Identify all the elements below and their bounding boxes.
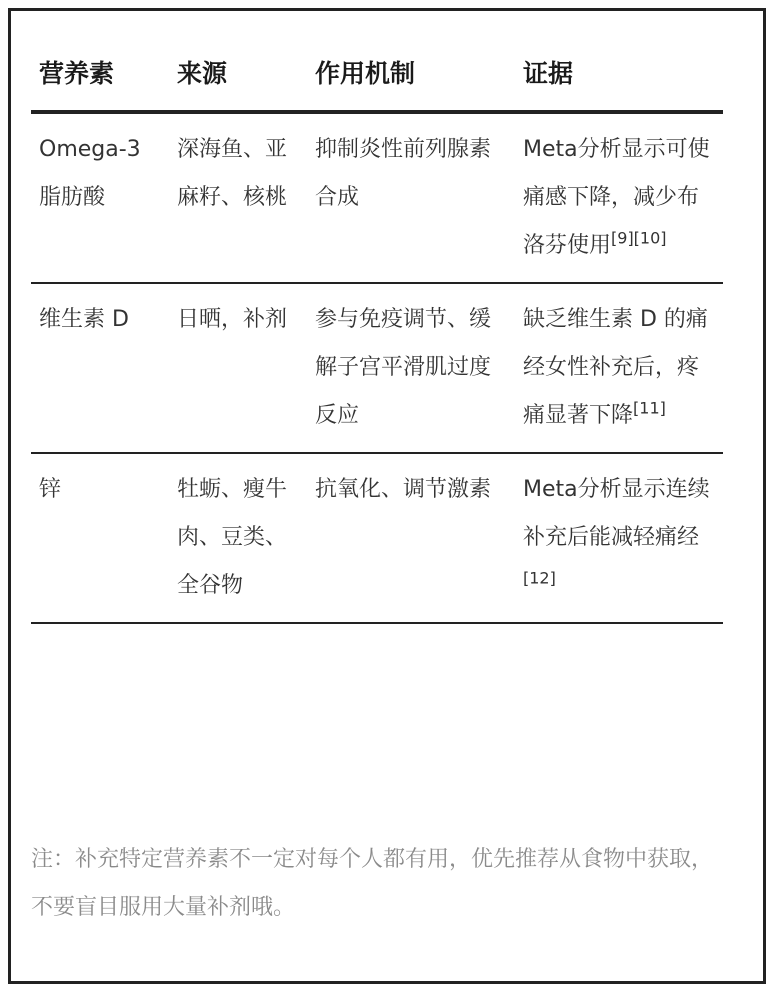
nutrient-cell: 维生素 D [31, 283, 169, 453]
header-evidence: 证据 [515, 40, 723, 112]
citation-ref[interactable]: [9][10] [611, 228, 667, 248]
mechanism-cell: 抑制炎性前列腺素合成 [307, 112, 515, 283]
citation-ref[interactable]: [11] [633, 398, 666, 418]
table-row [31, 112, 723, 283]
source-cell: 牡蛎、瘦牛肉、豆类、全谷物 [169, 453, 307, 623]
source-cell: 深海鱼、亚麻籽、核桃 [169, 112, 307, 283]
evidence-cell [515, 112, 723, 283]
header-source: 来源 [169, 40, 307, 112]
nutrient-table [31, 40, 723, 624]
evidence-cell [515, 283, 723, 453]
table-row [31, 453, 723, 623]
mechanism-cell: 抗氧化、调节激素 [307, 453, 515, 623]
header-mechanism: 作用机制 [307, 40, 515, 112]
evidence-text: Meta分析显示可使痛感下降，减少布洛芬使用 [523, 137, 710, 258]
evidence-text: Meta分析显示连续补充后能减轻痛经 [523, 477, 710, 550]
evidence-cell [515, 453, 723, 623]
nutrient-cell: Omega-3 脂肪酸 [31, 112, 169, 283]
source-cell: 日晒，补剂 [169, 283, 307, 453]
mechanism-cell: 参与免疫调节、缓解子宫平滑肌过度反应 [307, 283, 515, 453]
citation-ref[interactable]: [12] [523, 568, 556, 588]
evidence-text: 缺乏维生素 D 的痛经女性补充后，疼痛显著下降 [523, 307, 708, 428]
table-header-row [31, 40, 723, 112]
header-nutrient: 营养素 [31, 40, 169, 112]
nutrient-cell: 锌 [31, 453, 169, 623]
table-row [31, 283, 723, 453]
footnote: 注：补充特定营养素不一定对每个人都有用，优先推荐从食物中获取，不要盲目服用大量补剂哦。 [31, 847, 714, 920]
